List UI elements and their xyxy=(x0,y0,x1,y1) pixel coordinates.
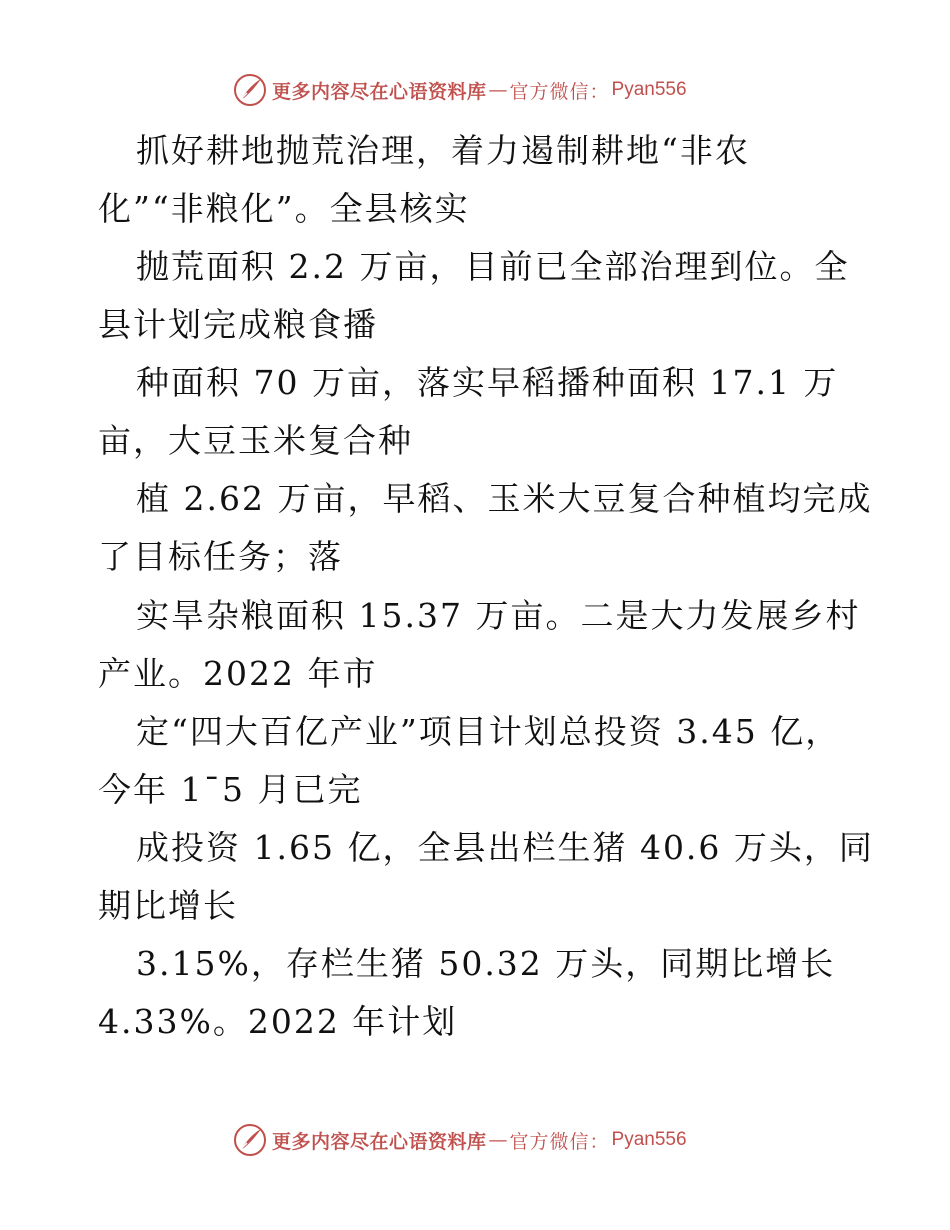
body-line: 县计划完成粮食播 xyxy=(98,305,378,344)
footer-promo-text: 更多内容尽在心语资料库 xyxy=(272,1130,487,1153)
body-line: 期比增长 xyxy=(98,886,238,925)
header-promo-text: 更多内容尽在心语资料库 xyxy=(272,80,487,103)
body-line: 产业。2022 年市 xyxy=(98,654,378,693)
body-line: 抛荒面积 2.2 万亩，目前已全部治理到位。全 xyxy=(136,247,850,286)
body-line: 植 2.62 万亩，早稻、玉米大豆复合种植均完成 xyxy=(136,479,873,518)
header-wechat-label: 官方微信： xyxy=(509,80,610,103)
body-line: 4.33%。2022 年计划 xyxy=(98,1002,458,1041)
body-line: 亩，大豆玉米复合种 xyxy=(98,421,413,460)
body-line: 今年 1¯5 月已完 xyxy=(98,770,363,809)
body-line: 化”“非粮化”。全县核实 xyxy=(98,189,470,228)
header-separator: — xyxy=(488,79,508,101)
footer-banner xyxy=(232,1121,687,1159)
body-line: 了目标任务；落 xyxy=(98,537,343,576)
body-line: 定“四大百亿产业”项目计划总投资 3.45 亿， xyxy=(136,712,841,751)
body-line: 3.15%，存栏生猪 50.32 万头，同期比增长 xyxy=(136,944,836,983)
footer-wechat-id: Pyan556 xyxy=(611,1129,687,1150)
header-wechat-id: Pyan556 xyxy=(611,79,687,100)
footer-separator: — xyxy=(488,1129,508,1151)
body-line: 种面积 70 万亩，落实早稻播种面积 17.1 万 xyxy=(136,363,839,402)
feather-pen-logo-icon xyxy=(232,1122,268,1158)
body-line: 成投资 1.65 亿，全县出栏生猪 40.6 万头，同 xyxy=(136,828,874,867)
feather-pen-logo-icon xyxy=(232,72,268,108)
body-line: 实旱杂粮面积 15.37 万亩。二是大力发展乡村 xyxy=(136,596,861,635)
header-banner xyxy=(232,71,687,109)
body-line: 抓好耕地抛荒治理，着力遏制耕地“非农 xyxy=(136,131,750,170)
footer-wechat-label: 官方微信： xyxy=(509,1130,610,1153)
